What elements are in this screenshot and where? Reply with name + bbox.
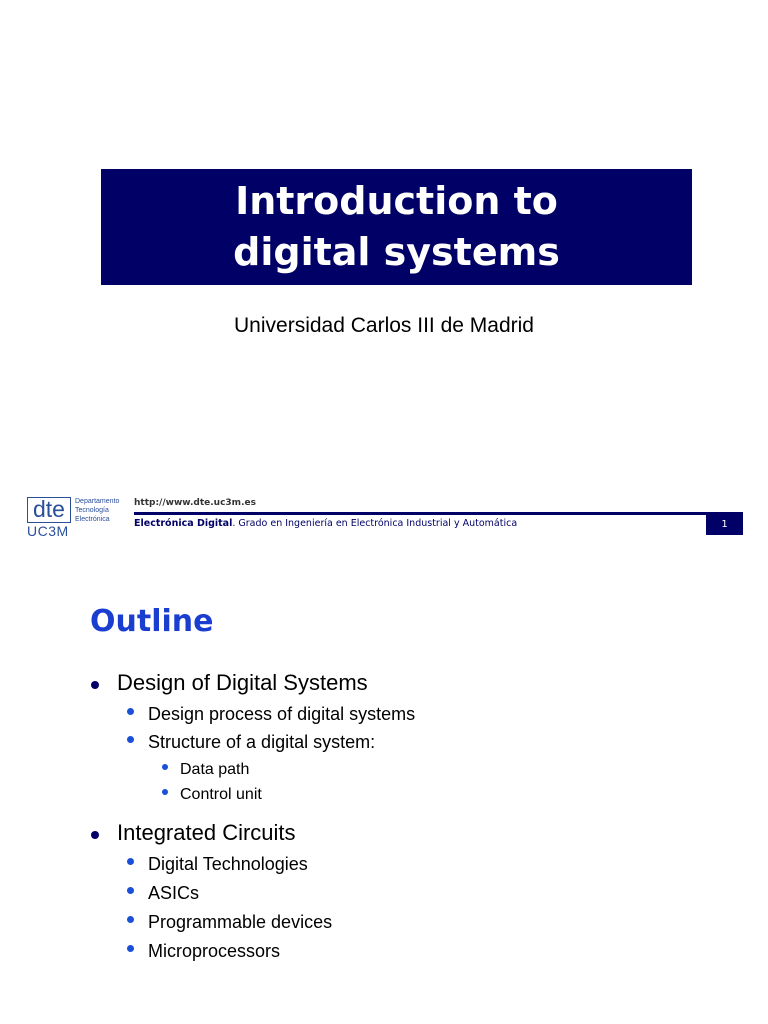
title-line-2: digital systems (233, 230, 560, 274)
page-number: 1 (706, 514, 743, 535)
list-item-text: Structure of a digital system: (148, 732, 376, 752)
bullet-icon (127, 708, 134, 715)
list-item (148, 703, 415, 725)
logo-dept-text (75, 497, 135, 524)
list-item (117, 820, 296, 846)
list-item-text: ASICs (148, 883, 200, 903)
list-item-text: Data path (180, 761, 250, 778)
list-item (148, 853, 308, 875)
bullet-icon (127, 916, 134, 923)
bullet-icon (162, 789, 168, 795)
list-item (148, 911, 332, 933)
list-item-text: Programmable devices (148, 912, 333, 932)
logo-dept-line-2: Tecnología (75, 507, 109, 514)
logo-uc3m-text: UC3M (27, 523, 69, 539)
list-item (180, 760, 249, 780)
footer-course (134, 518, 517, 529)
logo-dte-text: dte (27, 497, 71, 523)
logo-dept-line-3: Electrónica (75, 516, 110, 523)
list-item (148, 882, 199, 904)
bullet-icon (127, 945, 134, 952)
list-item-text: Design process of digital systems (148, 704, 416, 724)
logo-dept-line-1: Departamento (75, 498, 120, 505)
bullet-icon (91, 831, 99, 839)
list-item-text: Control unit (180, 786, 262, 803)
bullet-icon (91, 681, 99, 689)
title-line-1: Introduction to (235, 179, 558, 223)
footer-course-name: Electrónica Digital (134, 518, 233, 529)
list-item-text: Design of Digital Systems (117, 670, 368, 695)
bullet-icon (127, 858, 134, 865)
list-item-text: Integrated Circuits (117, 820, 296, 845)
outline-slide (0, 560, 768, 1024)
list-item-text: Digital Technologies (148, 854, 308, 874)
list-item (180, 785, 262, 805)
list-item (117, 670, 368, 696)
list-item-text: Microprocessors (148, 941, 281, 961)
outline-title: Outline (90, 604, 214, 639)
bullet-icon (127, 736, 134, 743)
bullet-icon (162, 764, 168, 770)
list-item (148, 940, 280, 962)
footer-url: http://www.dte.uc3m.es (134, 498, 256, 508)
title-box (101, 169, 692, 285)
subtitle: Universidad Carlos III de Madrid (234, 314, 534, 337)
bullet-icon (127, 887, 134, 894)
footer-divider (134, 512, 743, 515)
list-item (148, 731, 375, 753)
footer-course-detail: . Grado en Ingeniería en Electrónica Industrial y Automática (232, 518, 518, 529)
